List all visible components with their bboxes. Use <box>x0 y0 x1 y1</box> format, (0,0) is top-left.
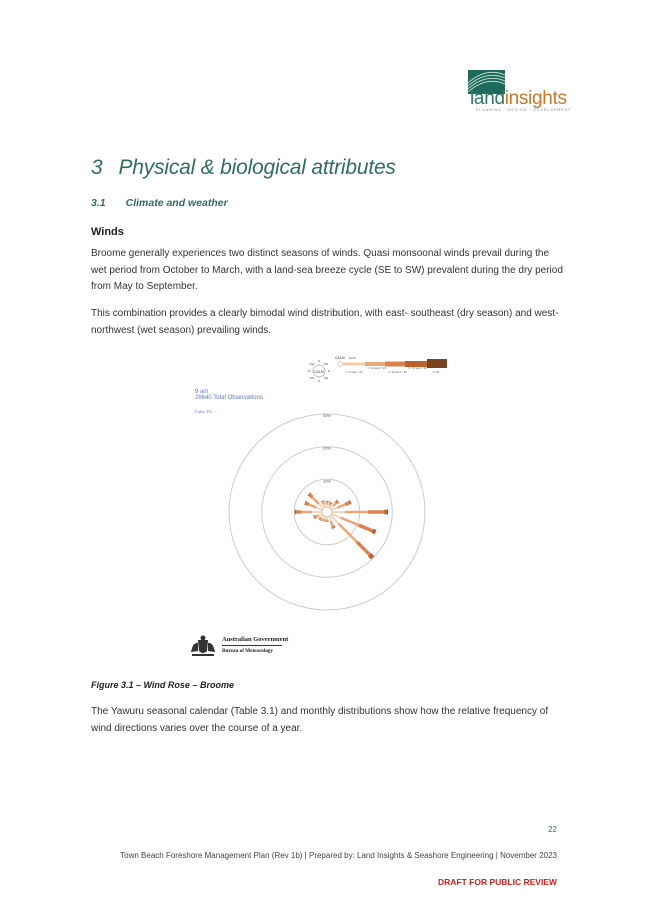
petal-wsw-bin-3 <box>315 517 317 518</box>
compass-legend <box>308 359 330 383</box>
ring-label-2: 20% <box>322 445 332 451</box>
compass-label-s: S <box>317 379 321 383</box>
logo-text-main: land <box>470 88 505 109</box>
agency-name: Australian Government <box>222 636 289 643</box>
petal-nw-bin-3 <box>310 495 313 498</box>
legend-calm-marker <box>338 362 343 367</box>
petal-ese-bin-4 <box>372 531 375 532</box>
petal-ne-bin-3 <box>336 502 337 503</box>
legend-range-4: >= 30 and < 40 <box>408 366 427 370</box>
agency-bureau: Bureau of Meteorology <box>222 648 274 654</box>
paragraph-2: This combination provides a clearly bimodal wind distribution, with east- southeast (dry season) and west-northwest (wet season) prevailing winds. <box>91 308 559 336</box>
petal-nnw-bin-2 <box>323 502 324 505</box>
petal-ese-bin-3 <box>359 525 373 531</box>
paragraph-1: Broome generally experiences two distinct seasons of winds. Quasi monsoonal winds prevail during the wet period from October to March, with a land-sea breeze cycle (SE to SW) prevalent during the dry period from May to September. <box>91 248 563 292</box>
petal-ene-bin-2 <box>338 505 346 508</box>
observation-time: 9 am <box>195 389 209 395</box>
footer-text: Town Beach Foreshore Management Plan (Rev 1b) | Prepared by: Land Insights & Seashore Engineering | November 2023 <box>120 851 557 860</box>
petal-sse-bin-2 <box>331 521 333 526</box>
petal-ne-bin-4 <box>337 501 338 502</box>
petal-sw-bin-2 <box>320 518 321 519</box>
petal-nne-bin-1 <box>329 506 330 508</box>
petal-se-bin-4 <box>370 555 373 558</box>
rose-petals <box>295 494 388 558</box>
petal-wnw-bin-3 <box>306 503 309 504</box>
compass-label-e: E <box>327 369 331 373</box>
legend-bar-1 <box>343 363 365 366</box>
petal-ene-bin-1 <box>332 508 338 511</box>
petal-ne-bin-2 <box>333 503 336 506</box>
compass-label-nw: NW <box>309 361 315 366</box>
petal-ese-bin-2 <box>341 518 359 526</box>
observation-total: 28640 Total Observations <box>195 395 263 401</box>
petal-nnw-bin-1 <box>324 505 325 508</box>
legend-range-1: >= 0 and < 10 <box>345 370 363 374</box>
logo-tagline: PLANNING · DESIGN · DEVELOPMENT <box>476 108 571 112</box>
page-number: 22 <box>548 825 557 834</box>
compass-label-ne: NE <box>324 361 329 366</box>
petal-sse-bin-3 <box>333 526 334 528</box>
petal-ene-bin-3 <box>345 503 350 505</box>
logo-text-accent: insights <box>504 88 567 109</box>
petal-nw-bin-2 <box>312 497 319 504</box>
compass-label-sw: SW <box>309 376 315 381</box>
petal-wsw-bin-2 <box>316 515 319 516</box>
chapter-number: 3 <box>91 156 103 179</box>
petal-sw-bin-1 <box>322 516 324 518</box>
petal-nw-bin-4 <box>309 494 310 495</box>
rose-rings <box>229 413 425 610</box>
compass-label-n: N <box>317 359 321 363</box>
agency-divider <box>222 645 282 646</box>
calm-percent: Calm 3% <box>195 409 212 414</box>
legend-range-3: >= 20 and < 30 <box>388 370 407 374</box>
paragraph-3: The Yawuru seasonal calendar (Table 3.1) and monthly distributions show how the relative frequency of wind directions varies over the course of a year. <box>91 706 549 734</box>
petal-sw-bin-3 <box>320 519 321 520</box>
calm-circle <box>322 507 332 517</box>
petal-ssw-bin-1 <box>324 517 325 519</box>
legend-range-5: >= 40 <box>432 370 440 374</box>
section-title-text: Climate and weather <box>125 197 228 209</box>
petal-ssw-bin-2 <box>324 519 325 520</box>
draft-notice: DRAFT FOR PUBLIC REVIEW <box>438 877 557 887</box>
petal-wnw-bin-1 <box>316 508 322 511</box>
petal-se-bin-2 <box>339 524 358 543</box>
petal-sse-bin-1 <box>329 517 331 522</box>
compass-label-se: SE <box>324 376 329 381</box>
petal-se-bin-3 <box>357 542 370 555</box>
petal-ene-bin-4 <box>350 502 351 503</box>
ring-label-3: 30% <box>322 413 332 418</box>
speed-legend <box>335 356 447 374</box>
ring-label-1: 10% <box>322 478 332 484</box>
petal-wsw-bin-1 <box>319 514 323 516</box>
petal-nne-bin-2 <box>330 504 331 506</box>
section-number: 3.1 <box>91 197 106 209</box>
petal-nne-bin-3 <box>330 503 331 504</box>
legend-bar-5 <box>427 359 447 368</box>
compass-label-w: W <box>307 369 311 373</box>
sub-heading: Winds <box>91 226 124 238</box>
petal-wnw-bin-2 <box>309 505 317 508</box>
coat-of-arms-icon <box>188 634 218 658</box>
compass-center-label: CALM <box>314 370 324 374</box>
legend-bar-3 <box>385 362 405 367</box>
chapter-title-text: Physical & biological attributes <box>118 156 396 179</box>
legend-unit-label: km/h <box>349 356 356 360</box>
figure-caption: Figure 3.1 – Wind Rose – Broome <box>91 680 234 690</box>
legend-range-2: >= 10 and < 20 <box>367 366 386 370</box>
petal-ne-bin-1 <box>331 506 334 509</box>
legend-calm-label: CALM <box>335 356 345 360</box>
